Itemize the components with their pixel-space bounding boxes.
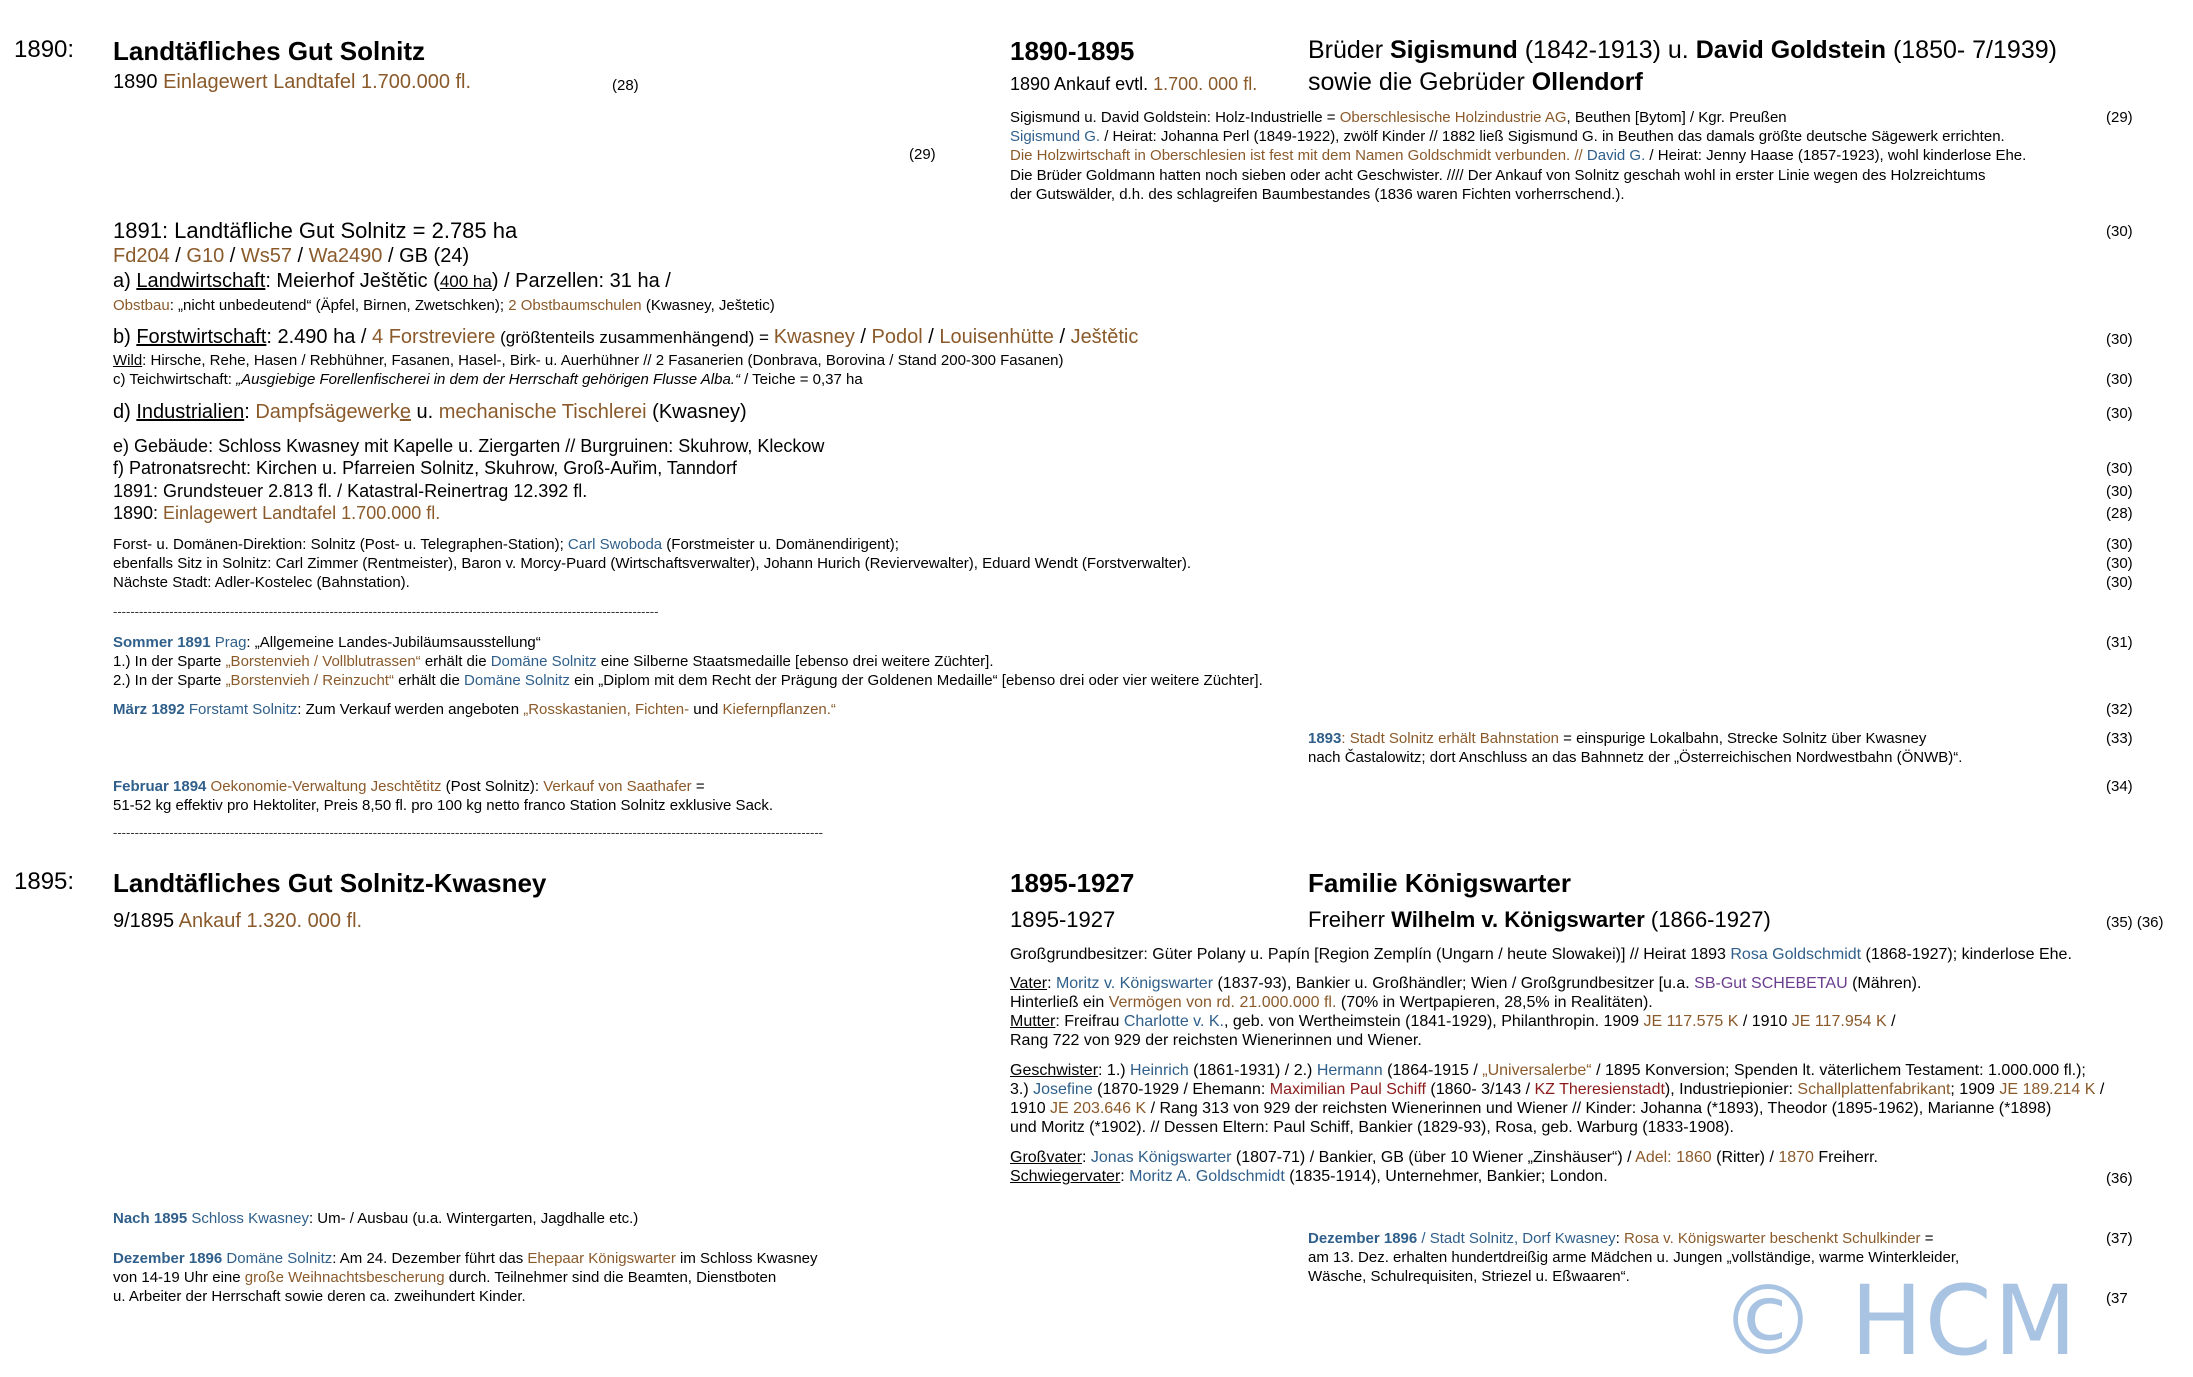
geschwister: Geschwister: 1.) Heinrich (1861-1931) / 2.) Hermann (1864-1915 / „Universalerbe“ / 1895 Konversion; Spenden lt. väterlichem Testament: 1.000.000 fl.);: [1010, 1062, 2086, 1079]
freiherr-wilhelm: Freiherr Wilhelm v. Königswarter (1866-1927): [1308, 907, 1771, 932]
geschwister-kinder: 1910 JE 203.646 K / Rang 313 von 929 der reichsten Wienerinnen und Wiener // Kinder: Johanna (*1893), Theodor (1895-1962), Marianne (*1898): [1010, 1100, 2052, 1117]
divider-2: --------------------------------------------------------------------------------------------------------------------------------------------------------------------: [113, 825, 823, 840]
ref-36: (36): [2106, 1170, 2133, 1187]
ref-30d: (30): [2106, 405, 2133, 422]
goldstein-para-2: Sigismund G. / Heirat: Johanna Perl (1849-1922), zwölf Kinder // 1882 ließ Sigismund G. in Beuthen das damals größte deutsche Sägewerk errichten.: [1010, 128, 2005, 145]
year-1890: 1890:: [14, 36, 75, 63]
ref-30g: (30): [2106, 536, 2133, 553]
februar-1894-cont: 51-52 kg effektiv pro Hektoliter, Preis 8,50 fl. pro 100 kg netto franco Station Solnitz exklusive Sack.: [113, 797, 774, 814]
year-1895: 1895:: [14, 868, 75, 895]
hcm-watermark: © HCM: [1720, 1265, 2079, 1377]
ref-28b: (28): [2106, 505, 2133, 522]
sommer-1891-item-1: 1.) In der Sparte „Borstenvieh / Vollblutrassen“ erhält die Domäne Solnitz eine Silberne Staatsmedaille [ebenso drei weitere Züchter].: [113, 653, 994, 670]
bahnstation-1893-cont: nach Častalowitz; dort Anschluss an das Bahnnetz der „Österreichischen Nordwestbahn (ÖNWB)“.: [1308, 749, 1963, 766]
period-1890-1895: 1890-1895: [1010, 36, 1135, 66]
sommer-1891: Sommer 1891 Prag: „Allgemeine Landes-Jubiläumsausstellung“: [113, 634, 541, 651]
maerz-1892: März 1892 Forstamt Solnitz: Zum Verkauf werden angeboten „Rosskastanien, Fichten- und Kiefernpflanzen.“: [113, 701, 836, 718]
gebaeude: e) Gebäude: Schloss Kwasney mit Kapelle u. Ziergarten // Burgruinen: Skuhrow, Kleckow: [113, 436, 825, 456]
patronatsrecht: f) Patronatsrecht: Kirchen u. Pfarreien Solnitz, Skuhrow, Groß-Auřim, Tanndorf: [113, 458, 737, 478]
schwiegervater: Schwiegervater: Moritz A. Goldschmidt (1835-1914), Unternehmer, Bankier; London.: [1010, 1168, 1608, 1185]
title-gut-solnitz-kwasney: Landtäfliches Gut Solnitz-Kwasney: [113, 868, 547, 898]
sommer-1891-item-2: 2.) In der Sparte „Borstenvieh / Reinzucht“ erhält die Domäne Solnitz ein „Diplom mit dem Recht der Prägung der Goldenen Medaille“ [ebenso drei oder vier weitere Züchter].: [113, 672, 1263, 689]
naechste-stadt: Nächste Stadt: Adler-Kostelec (Bahnstation).: [113, 574, 410, 591]
ref-30f: (30): [2106, 483, 2133, 500]
vater: Vater: Moritz v. Königswarter (1837-93), Bankier u. Großhändler; Wien / Großgrundbesitzer [u.a. SB-Gut SCHEBETAU (Mähren).: [1010, 975, 1922, 992]
period-1895-1927-sub: 1895-1927: [1010, 907, 1116, 932]
industrialien: d) Industrialien: Dampfsägewerke u. mechanische Tischlerei (Kwasney): [113, 401, 747, 423]
ankauf-1895: 9/1895 Ankauf 1.320. 000 fl.: [113, 910, 363, 932]
ref-29: (29): [909, 146, 936, 163]
landwirtschaft: a) Landwirtschaft: Meierhof Ještětic (400 ha) / Parzellen: 31 ha /: [113, 270, 671, 292]
ref-28: (28): [612, 77, 639, 94]
goldstein-para-5: der Gutswälder, d.h. des schlagreifen Baumbestandes (1836 waren Fichten vorherrschend.).: [1010, 186, 1625, 203]
familie-koenigswarter: Familie Königswarter: [1308, 868, 1571, 898]
ankauf-1890: 1890 Ankauf evtl. 1.700. 000 fl.: [1010, 74, 1258, 94]
ref-30h: (30): [2106, 555, 2133, 572]
einlagewert-line: 1890: Einlagewert Landtafel 1.700.000 fl.: [113, 503, 441, 523]
ref-33: (33): [2106, 730, 2133, 747]
vater-vermoegen: Hinterließ ein Vermögen von rd. 21.000.000 fl. (70% in Wertpapieren, 28,5% in Realitäten).: [1010, 994, 1653, 1011]
mutter: Mutter: Freifrau Charlotte v. K., geb. von Wertheimstein (1841-1929), Philanthropin. 1909 JE 117.575 K / 1910 JE 117.954 K /: [1010, 1013, 1896, 1030]
ref-32: (32): [2106, 701, 2133, 718]
owners-goldstein: Brüder Sigismund (1842-1913) u. David Goldstein (1850- 7/1939): [1308, 36, 2057, 64]
mutter-rang: Rang 722 von 929 der reichsten Wienerinnen und Wiener.: [1010, 1032, 1422, 1049]
februar-1894: Februar 1894 Oekonomie-Verwaltung Jeschtětitz (Post Solnitz): Verkauf von Saathafer =: [113, 778, 705, 795]
ref-30i: (30): [2106, 574, 2133, 591]
obstbau: Obstbau: „nicht unbedeutend“ (Äpfel, Birnen, Zwetschken); 2 Obstbaumschulen (Kwasney, Ještetic): [113, 297, 775, 314]
goldstein-para-3: Die Holzwirtschaft in Oberschlesien ist fest mit dem Namen Goldschmidt verbunden. // David G. / Heirat: Jenny Haase (1857-1923), wohl kinderlose Ehe.: [1010, 147, 2027, 164]
verwaltung: ebenfalls Sitz in Solnitz: Carl Zimmer (Rentmeister), Baron v. Morcy-Puard (Wirtschaftsverwalter), Johann Hurich (Reviervewalter), Eduard Wendt (Forstverwalter).: [113, 555, 1192, 572]
goldstein-para-1: Sigismund u. David Goldstein: Holz-Industrielle = Oberschlesische Holzindustrie AG, Beuthen [Bytom] / Kgr. Preußen: [1010, 109, 1787, 126]
dezember-1896-left-3: u. Arbeiter der Herrschaft sowie deren ca. zweihundert Kinder.: [113, 1288, 526, 1305]
period-1895-1927: 1895-1927: [1010, 868, 1135, 898]
codes-line: Fd204 / G10 / Ws57 / Wa2490 / GB (24): [113, 245, 470, 267]
nach-1895: Nach 1895 Schloss Kwasney: Um- / Ausbau (u.a. Wintergarten, Jagdhalle etc.): [113, 1210, 639, 1227]
grossvater: Großvater: Jonas Königswarter (1807-71) / Bankier, GB (über 10 Wiener „Zinshäuser“) / Adel: 1860 (Ritter) / 1870 Freiherr.: [1010, 1149, 1878, 1166]
grundsteuer: 1891: Grundsteuer 2.813 fl. / Katastral-Reinertrag 12.392 fl.: [113, 481, 588, 501]
ref-31: (31): [2106, 634, 2133, 651]
dezember-1896-right: Dezember 1896 / Stadt Solnitz, Dorf Kwasney: Rosa v. Königswarter beschenkt Schulkinder =: [1308, 1230, 1934, 1247]
ref-37: (37): [2106, 1230, 2133, 1247]
bahnstation-1893: 1893: Stadt Solnitz erhält Bahnstation = einspurige Lokalbahn, Strecke Solnitz über Kwasney: [1308, 730, 1927, 747]
ref-29b: (29): [2106, 109, 2133, 126]
ref-34: (34): [2106, 778, 2133, 795]
dezember-1896-right-3: Wäsche, Schulrequisiten, Striezel u. Eßwaaren“.: [1308, 1268, 1630, 1285]
forstwirtschaft: b) Forstwirtschaft: 2.490 ha / 4 Forstreviere (größtenteils zusammenhängend) = Kwasney / Podol / Louisenhütte / Ještětic: [113, 326, 1139, 348]
grossgrundbesitzer: Großgrundbesitzer: Güter Polany u. Papín [Region Zemplín (Ungarn / heute Slowakei)] // Heirat 1893 Rosa Goldschmidt (1868-1927); kinderlose Ehe.: [1010, 946, 2072, 963]
owners-ollendorf: sowie die Gebrüder Ollendorf: [1308, 68, 1643, 96]
ref-30a: (30): [2106, 223, 2133, 240]
ref-37b: (37: [2106, 1290, 2128, 1307]
title-gut-solnitz: Landtäfliches Gut Solnitz: [113, 36, 426, 66]
dezember-1896-left: Dezember 1896 Domäne Solnitz: Am 24. Dezember führt das Ehepaar Königswarter im Schloss Kwasney: [113, 1250, 818, 1267]
gut-1891: 1891: Landtäfliche Gut Solnitz = 2.785 ha: [113, 218, 518, 243]
wild: Wild: Hirsche, Rehe, Hasen / Rebhühner, Fasanen, Hasel-, Birk- u. Auerhühner // 2 Fasanerien (Donbrava, Borovina / Stand 200-300 Fasanen): [113, 352, 1064, 369]
teichwirtschaft: c) Teichwirtschaft: „Ausgiebige Forellenfischerei in dem der Herrschaft gehörigen Flusse Alba.“ / Teiche = 0,37 ha: [113, 371, 863, 388]
geschwister-eltern: und Moritz (*1902). // Dessen Eltern: Paul Schiff, Bankier (1829-93), Rosa, geb. Warburg (1833-1908).: [1010, 1119, 1734, 1136]
dezember-1896-left-2: von 14-19 Uhr eine große Weihnachtsbescherung durch. Teilnehmer sind die Beamten, Dienstboten: [113, 1269, 777, 1286]
geschwister-josefine: 3.) Josefine (1870-1929 / Ehemann: Maximilian Paul Schiff (1860- 3/143 / KZ Theresienstadt), Industriepionier: Schallplattenfabrikant; 1909 JE 189.214 K /: [1010, 1081, 2105, 1098]
dezember-1896-right-2: am 13. Dez. erhalten hundertdreißig arme Mädchen u. Jungen „vollständige, warme Winterkleider,: [1308, 1249, 1960, 1266]
goldstein-para-4: Die Brüder Goldmann hatten noch sieben oder acht Geschwister. //// Der Ankauf von Solnitz geschah wohl in erster Linie wegen des Holzreichtums: [1010, 167, 1986, 184]
direktion: Forst- u. Domänen-Direktion: Solnitz (Post- u. Telegraphen-Station); Carl Swoboda (Forstmeister u. Domänendirigent);: [113, 536, 899, 553]
ref-30e: (30): [2106, 460, 2133, 477]
divider-1: ------------------------------------------------------------------------------------------------------------------------------: [113, 604, 659, 619]
einlagewert-1890: 1890 Einlagewert Landtafel 1.700.000 fl.: [113, 71, 472, 93]
ref-30b: (30): [2106, 331, 2133, 348]
ref-35-36: (35) (36): [2106, 914, 2164, 931]
ref-30c: (30): [2106, 371, 2133, 388]
